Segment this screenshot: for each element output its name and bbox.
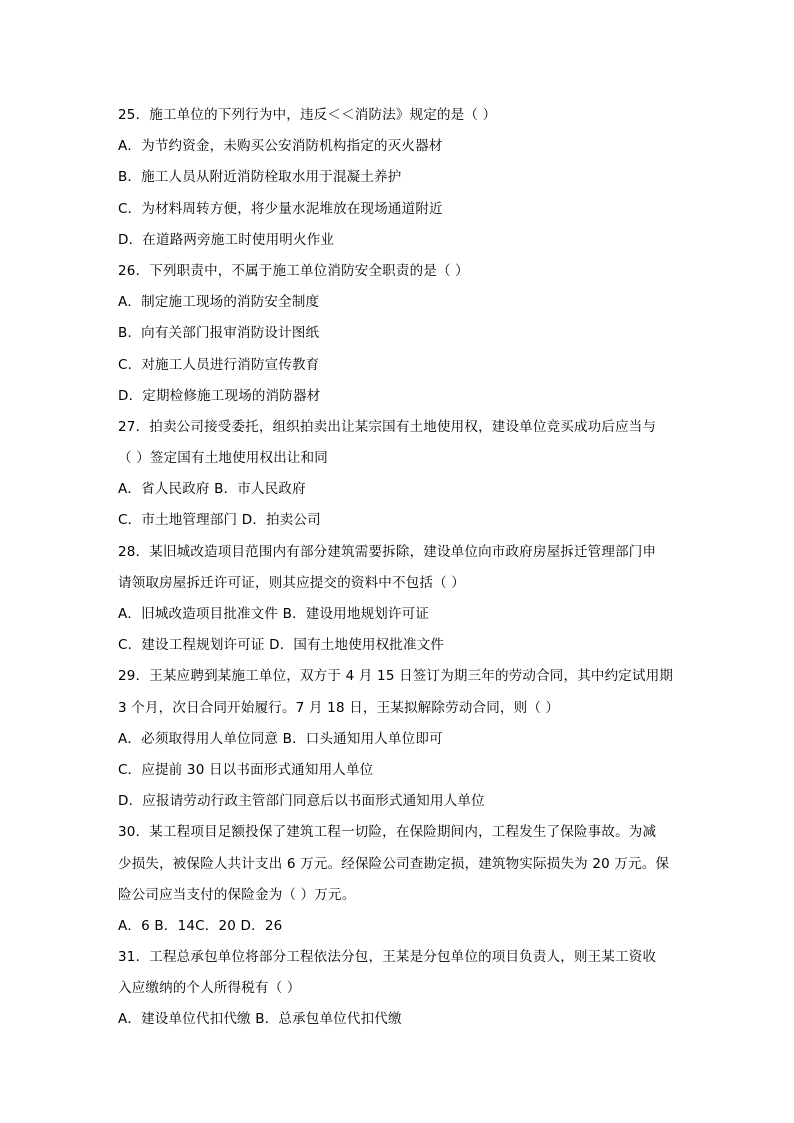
question-30-stem-line-1: 30．某工程项目足额投保了建筑工程一切险，在保险期间内，工程发生了保险事故。为减	[118, 824, 657, 841]
question-30	[118, 817, 674, 942]
question-26	[118, 256, 674, 412]
question-29-options-ab: A．必须取得用人单位同意 B．口头通知用人单位即可	[118, 730, 443, 747]
question-30-options: A．6 B．14C．20 D．26	[118, 917, 283, 934]
question-28-options-cd: C．建设工程规划许可证 D．国有土地使用权批准文件	[118, 637, 445, 654]
question-25-stem: 25．施工单位的下列行为中，违反＜＜消防法》规定的是（ ）	[118, 107, 497, 123]
question-29-stem-line-2: 3 个月，次日合同开始履行。7 月 18 日，王某拟解除劳动合同，则（ ）	[118, 699, 560, 716]
question-31-stem-line-2: 入应缴纳的个人所得税有（ ）	[118, 980, 301, 997]
question-29	[118, 661, 674, 817]
question-26-option-c: C．对施工人员进行消防宣传教育	[118, 356, 320, 373]
question-27	[118, 412, 674, 537]
question-25-option-a: A．为节约资金，未购买公安消防机构指定的灭火器材	[118, 138, 443, 155]
question-29-option-d: D．应报请劳动行政主管部门同意后以书面形式通知用人单位	[118, 793, 485, 810]
question-31	[118, 942, 674, 1036]
question-25-option-c: C．为材料周转方便，将少量水泥堆放在现场通道附近	[118, 200, 443, 217]
question-30-stem-line-2: 少损失，被保险人共计支出 6 万元。经保险公司查勘定损，建筑物实际损失为 20 万元。保	[118, 855, 670, 872]
question-28-stem-line-1: 28．某旧城改造项目范围内有部分建筑需要拆除，建设单位向市政府房屋拆迁管理部门申	[118, 543, 657, 560]
question-27-options-cd: C．市土地管理部门 D．拍卖公司	[118, 512, 321, 529]
question-25-option-b: B．施工人员从附近消防栓取水用于混凝土养护	[118, 169, 402, 186]
question-26-option-d: D．定期检修施工现场的消防器材	[118, 387, 321, 404]
question-28	[118, 537, 674, 662]
question-29-stem-line-1: 29．王某应聘到某施工单位，双方于 4 月 15 日签订为期三年的劳动合同，其中约定试用期	[118, 668, 674, 685]
question-31-stem-line-1: 31．工程总承包单位将部分工程依法分包，王某是分包单位的项目负责人，则王某工资收	[118, 949, 657, 966]
question-29-option-c: C．应提前 30 日以书面形式通知用人单位	[118, 761, 374, 778]
question-28-stem-line-2: 请领取房屋拆迁许可证，则其应提交的资料中不包括（ ）	[118, 574, 465, 591]
question-list	[118, 100, 674, 1036]
question-30-stem-line-3: 险公司应当支付的保险金为（ ）万元。	[118, 886, 356, 903]
question-27-stem-line-1: 27．拍卖公司接受委托，组织拍卖出让某宗国有土地使用权，建设单位竞买成功后应当与	[118, 418, 657, 435]
question-25	[118, 100, 674, 256]
question-27-stem-line-2: （ ）签定国有土地使用权出让和同	[118, 450, 328, 467]
question-27-options-ab: A．省人民政府 B．市人民政府	[118, 481, 306, 498]
question-25-option-d: D．在道路两旁施工时使用明火作业	[118, 231, 335, 248]
question-26-option-b: B．向有关部门报审消防设计图纸	[118, 325, 320, 342]
question-26-option-a: A．制定施工现场的消防安全制度	[118, 294, 320, 311]
question-28-options-ab: A．旧城改造项目批准文件 B．建设用地规划许可证	[118, 606, 430, 622]
question-26-stem: 26．下列职责中，不属于施工单位消防安全职责的是（ ）	[118, 262, 469, 279]
question-31-options-ab: A．建设单位代扣代缴 B．总承包单位代扣代缴	[118, 1011, 402, 1028]
